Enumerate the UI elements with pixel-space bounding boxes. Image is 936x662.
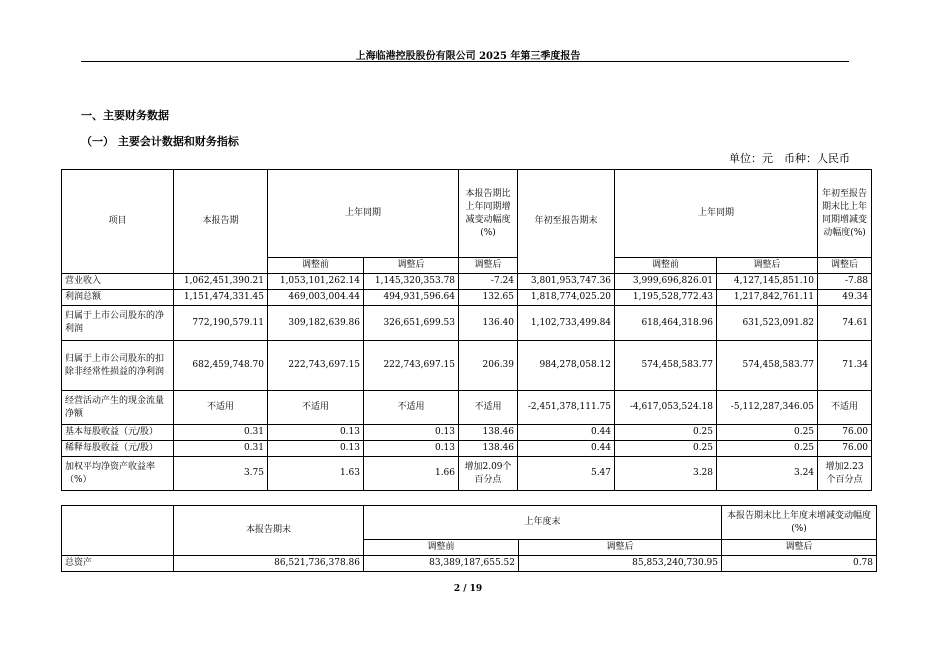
table-cell: 0.13 [268, 441, 364, 457]
table-cell: 494,931,596.64 [364, 290, 459, 306]
table-cell: 132.65 [459, 290, 518, 306]
header-after-adjust: 调整后 [519, 540, 722, 556]
table-cell: 984,278,058.12 [518, 341, 615, 391]
table-cell: 4,127,145,851.10 [717, 274, 818, 290]
table-cell: 1.66 [364, 457, 459, 491]
table-cell: 增加2.09个百分点 [459, 457, 518, 491]
table-cell: 不适用 [268, 391, 364, 425]
table-cell: 682,459,748.70 [174, 341, 268, 391]
table-cell: 3.24 [717, 457, 818, 491]
header-before-adjust-ytd: 调整前 [615, 258, 717, 274]
row-label: 加权平均净资产收益率（%） [62, 457, 174, 491]
header-current-period-end: 本报告期末 [174, 506, 364, 556]
table-cell: 71.34 [818, 341, 872, 391]
table-cell: 83,389,187,655.52 [364, 556, 519, 572]
table-cell: 76.00 [818, 441, 872, 457]
table-cell: 1.63 [268, 457, 364, 491]
row-label: 归属于上市公司股东的扣除非经常性损益的净利润 [62, 341, 174, 391]
header-change-vs-last-year-end: 本报告期末比上年度末增减变动幅度(%) [722, 506, 877, 540]
row-label: 利润总额 [62, 290, 174, 306]
header-last-year-end: 上年度末 [364, 506, 722, 540]
table-row [62, 425, 872, 441]
table-row [62, 391, 872, 425]
row-label: 归属于上市公司股东的净利润 [62, 306, 174, 341]
header-rule [81, 61, 849, 62]
table-cell: 0.31 [174, 441, 268, 457]
table-cell: 5.47 [518, 457, 615, 491]
header-before-adjust: 调整前 [268, 258, 364, 274]
table-cell: 574,458,583.77 [717, 341, 818, 391]
table-cell: 772,190,579.11 [174, 306, 268, 341]
table-cell: 326,651,699.53 [364, 306, 459, 341]
table-cell: 1,062,451,390.21 [174, 274, 268, 290]
header-change-ytd: 年初至报告期末比上年同期增减变动幅度(%) [818, 170, 872, 258]
table-row [62, 556, 877, 572]
header-after-adjust-change: 调整后 [722, 540, 877, 556]
table-cell: 631,523,091.82 [717, 306, 818, 341]
table-cell: 49.34 [818, 290, 872, 306]
table-cell: 0.13 [268, 425, 364, 441]
table-cell: 85,853,240,730.95 [519, 556, 722, 572]
table-cell: 0.13 [364, 441, 459, 457]
table-cell: 618,464,318.96 [615, 306, 717, 341]
table-row [62, 274, 872, 290]
unit-currency-note: 单位：元 币种：人民币 [729, 152, 850, 165]
table-cell: 0.25 [717, 425, 818, 441]
header-after-adjust-change: 调整后 [459, 258, 518, 274]
header-blank [62, 506, 174, 556]
header-item: 项目 [62, 170, 174, 274]
table-cell: 1,818,774,025.20 [518, 290, 615, 306]
table-cell: 0.25 [615, 441, 717, 457]
table-cell: 不适用 [364, 391, 459, 425]
header-prev-same-period: 上年同期 [268, 170, 459, 258]
table-cell: 222,743,697.15 [364, 341, 459, 391]
table-cell: 138.46 [459, 441, 518, 457]
table-row [62, 306, 872, 341]
table-cell: 136.40 [459, 306, 518, 341]
table-cell: 1,053,101,262.14 [268, 274, 364, 290]
table-row [62, 290, 872, 306]
table-row [62, 341, 872, 391]
table-cell: 1,102,733,499.84 [518, 306, 615, 341]
table-cell: 3,999,696,826.01 [615, 274, 717, 290]
table-cell: 1,145,320,353.78 [364, 274, 459, 290]
row-label: 稀释每股收益（元/股） [62, 441, 174, 457]
table-cell: 138.46 [459, 425, 518, 441]
table-cell: 76.00 [818, 425, 872, 441]
page-number: 2 / 19 [453, 584, 483, 594]
table-cell: 206.39 [459, 341, 518, 391]
header-after-adjust-change-ytd: 调整后 [818, 258, 872, 274]
row-label: 经营活动产生的现金流量净额 [62, 391, 174, 425]
table-cell: -4,617,053,524.18 [615, 391, 717, 425]
table-cell: 不适用 [818, 391, 872, 425]
table-cell: 3,801,953,747.36 [518, 274, 615, 290]
table-cell: 0.25 [717, 441, 818, 457]
header-before-adjust: 调整前 [364, 540, 519, 556]
row-label: 营业收入 [62, 274, 174, 290]
table-cell: 0.78 [722, 556, 877, 572]
header-ytd: 年初至报告期末 [518, 170, 615, 274]
header-prev-ytd: 上年同期 [615, 170, 818, 258]
row-label: 总资产 [62, 556, 174, 572]
table-cell: 不适用 [174, 391, 268, 425]
table-cell: -7.88 [818, 274, 872, 290]
table-cell: 574,458,583.77 [615, 341, 717, 391]
header-after-adjust-ytd: 调整后 [717, 258, 818, 274]
table-row [62, 457, 872, 491]
table-cell: 3.75 [174, 457, 268, 491]
table-cell: -7.24 [459, 274, 518, 290]
table-cell: 不适用 [459, 391, 518, 425]
table-cell: 309,182,639.86 [268, 306, 364, 341]
table-cell: 1,217,842,761.11 [717, 290, 818, 306]
table-cell: -5,112,287,346.05 [717, 391, 818, 425]
table-cell: 222,743,697.15 [268, 341, 364, 391]
table-cell: 0.44 [518, 425, 615, 441]
section-heading-main-financial-data: 一、主要财务数据 [81, 109, 169, 122]
financial-data-table [61, 169, 872, 491]
header-change-current: 本报告期比上年同期增减变动幅度(%) [459, 170, 518, 258]
table-cell: 增加2.23个百分点 [818, 457, 872, 491]
table-cell: 1,195,528,772.43 [615, 290, 717, 306]
table-cell: 0.31 [174, 425, 268, 441]
row-label: 基本每股收益（元/股） [62, 425, 174, 441]
header-after-adjust: 调整后 [364, 258, 459, 274]
table-cell: 86,521,736,378.86 [174, 556, 364, 572]
table-row [62, 441, 872, 457]
table-cell: 0.25 [615, 425, 717, 441]
table-cell: 0.44 [518, 441, 615, 457]
page-header: 上海临港控股股份有限公司 2025 年第三季度报告 [355, 51, 581, 62]
table-cell: 3.28 [615, 457, 717, 491]
table-cell: 0.13 [364, 425, 459, 441]
total-assets-table [61, 505, 877, 572]
table-cell: 74.61 [818, 306, 872, 341]
table-cell: 1,151,474,331.45 [174, 290, 268, 306]
header-current-period: 本报告期 [174, 170, 268, 274]
section-heading-accounting-data: （一） 主要会计数据和财务指标 [81, 135, 239, 148]
table-cell: 469,003,004.44 [268, 290, 364, 306]
table-cell: -2,451,378,111.75 [518, 391, 615, 425]
